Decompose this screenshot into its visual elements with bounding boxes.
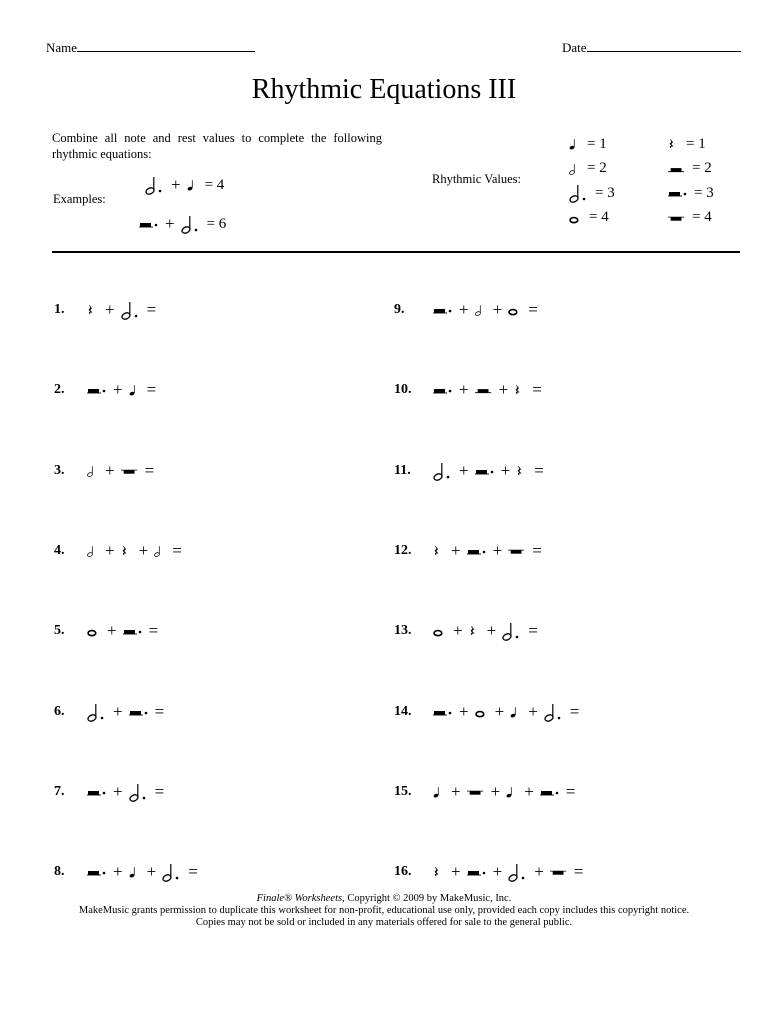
equals-sign: = [532,540,542,560]
equals-sign: = [528,300,538,319]
equals-sign: = [534,460,544,480]
problem-number: 8. [54,864,65,880]
whole-note-icon [433,621,447,641]
plus-sign: + [171,175,181,194]
whole-note-icon [87,621,101,641]
example-equation-2 [136,214,226,234]
rhythmic-value-row [665,181,714,206]
quarter-rest-icon [514,380,526,400]
page-title: Rhythmic Equations III [251,74,517,105]
footer-brand: Finale® Worksheets [256,893,343,904]
dotted-half-rest-icon [129,702,149,722]
whole-note-icon [569,208,583,228]
quarter-note-icon [129,862,141,882]
plus-sign: + [534,862,544,882]
whole-rest-icon [550,862,568,882]
half-note-icon [87,541,99,561]
half-rest-icon [668,159,686,179]
example-result: = 4 [204,176,225,193]
problem-number: 7. [54,783,65,799]
problem-1 [54,300,159,320]
quarter-note-icon [569,134,581,154]
plus-sign: + [459,701,469,721]
rhythmic-value: = 1 [686,135,706,152]
dotted-half-rest-icon [467,541,487,561]
rhythmic-values-notes [566,132,615,230]
equals-sign: = [154,781,165,801]
equals-sign: = [146,300,157,319]
dotted-half-rest-icon [433,702,453,722]
footer-copyright: , Copyright © 2009 by MakeMusic, Inc. [342,893,512,904]
quarter-rest-icon [433,541,445,561]
rhythmic-value-row [665,157,714,182]
dotted-half-note-icon [502,621,522,641]
dotted-half-rest-icon [87,380,107,400]
whole-rest-icon [121,461,139,481]
quarter-rest-icon [668,134,680,154]
plus-sign: + [459,300,469,319]
problem-7 [54,782,167,802]
problem-number: 4. [54,542,65,558]
quarter-note-icon [129,380,141,400]
plus-sign: + [451,781,461,801]
quarter-rest-icon [469,621,481,641]
plus-sign: + [165,214,175,233]
rhythmic-value: = 3 [694,184,714,201]
plus-sign: + [490,781,501,801]
half-note-icon [475,300,487,320]
problem-12 [394,541,545,561]
half-note-icon [154,541,166,561]
dotted-half-rest-icon [139,214,159,234]
whole-note-icon [475,702,489,722]
problem-number: 1. [54,302,65,317]
dotted-half-rest-icon [475,461,495,481]
dotted-half-rest-icon [433,380,453,400]
rhythmic-value: = 4 [692,209,712,226]
footer-line-1 [0,893,768,905]
example-equation-1 [142,175,224,195]
rhythmic-value-row [665,132,714,157]
quarter-rest-icon [516,461,528,481]
rhythmic-value-row [566,157,615,182]
plus-sign: + [486,621,497,641]
rhythmic-value-row [665,206,714,231]
dotted-half-rest-icon [87,782,107,802]
equals-sign: = [565,781,576,801]
plus-sign: + [492,540,503,560]
rhythmic-value-row [566,132,615,157]
equals-sign: = [148,621,159,641]
dotted-half-rest-icon [540,782,560,802]
problem-5 [54,621,161,641]
half-note-icon [87,461,99,481]
rhythmic-values-rests [665,132,714,230]
dotted-half-note-icon [544,702,564,722]
problem-number: 10. [394,382,412,398]
plus-sign: + [498,380,509,400]
plus-sign: + [459,380,469,400]
problem-number: 15. [394,783,412,799]
whole-note-icon [508,300,522,320]
whole-rest-icon [467,782,485,802]
name-field[interactable] [46,38,255,56]
equals-sign: = [528,621,538,641]
dotted-half-rest-icon [433,300,453,320]
plus-sign: + [492,300,503,319]
rhythmic-values-label: Rhythmic Values: [432,172,522,186]
examples-label: Examples: [53,192,106,206]
plus-sign: + [113,380,123,400]
instructions: Combine all note and rest values to complete the following rhythmic equations: [52,131,382,161]
problem-number: 2. [54,382,65,398]
dotted-half-note-icon [162,862,182,882]
rhythmic-value-row [566,181,615,206]
plus-sign: + [113,781,123,801]
plus-sign: + [451,862,461,882]
problem-10 [394,380,545,400]
equals-sign: = [172,540,182,560]
rhythmic-value-row [566,206,615,231]
dotted-half-note-icon [87,702,107,722]
problem-6 [54,702,167,722]
example-result: = 6 [206,215,227,232]
rhythmic-value: = 2 [587,160,607,177]
problem-number: 16. [394,864,412,880]
rhythmic-value: = 4 [589,209,609,226]
plus-sign: + [459,460,469,480]
problem-15 [394,782,578,802]
problem-3 [54,461,157,481]
plus-sign: + [105,540,115,560]
problem-16 [394,862,586,882]
quarter-rest-icon [87,300,99,320]
problem-11 [394,461,547,481]
problem-14 [394,702,582,722]
plus-sign: + [494,701,505,721]
dotted-half-note-icon [145,175,165,195]
dotted-half-note-icon [129,782,149,802]
rhythmic-value: = 3 [595,184,615,201]
plus-sign: + [105,460,115,480]
equals-sign: = [154,701,165,721]
plus-sign: + [138,540,149,560]
plus-sign: + [451,540,461,560]
dotted-half-note-icon [433,461,453,481]
dotted-half-note-icon [508,862,528,882]
equals-sign: = [573,862,584,882]
dotted-half-note-icon [181,214,201,234]
equals-sign: = [144,460,155,480]
problem-4 [54,541,185,561]
plus-sign: + [453,621,463,641]
dotted-half-rest-icon [668,183,688,203]
plus-sign: + [524,781,534,801]
problem-8 [54,862,201,882]
plus-sign: + [105,300,115,319]
problem-number: 6. [54,703,65,719]
footer-line-3: Copies may not be sold or included in any materials offered for sale to the general public. [195,917,573,928]
problem-13 [394,621,541,641]
equals-sign: = [146,380,157,400]
rhythmic-value: = 2 [692,160,712,177]
date-field[interactable] [562,38,741,56]
footer-line-2: MakeMusic grants permission to duplicate this worksheet for non-profit, educational use only, provided each copy includes this copyright notice. [78,905,690,916]
problem-9 [394,300,541,320]
plus-sign: + [113,862,123,882]
date-line[interactable] [587,38,741,52]
problem-number: 11. [394,462,411,478]
dotted-half-rest-icon [87,862,107,882]
quarter-note-icon [510,702,522,722]
dotted-half-rest-icon [123,621,143,641]
half-note-icon [569,159,581,179]
problem-number: 9. [394,302,405,317]
dotted-half-note-icon [569,183,589,203]
equals-sign: = [532,380,542,400]
plus-sign: + [528,701,538,721]
problem-number: 14. [394,703,412,719]
quarter-note-icon [506,782,518,802]
name-label: Name [46,40,78,55]
equals-sign: = [569,701,580,721]
dotted-half-rest-icon [467,862,487,882]
problem-number: 5. [54,623,65,639]
problem-number: 3. [54,462,65,478]
whole-rest-icon [668,208,686,228]
copyright-footer [0,893,768,929]
problem-2 [54,380,159,400]
plus-sign: + [492,862,503,882]
quarter-note-icon [187,175,199,195]
problem-number: 12. [394,542,412,558]
equals-sign: = [188,862,198,882]
name-line[interactable] [77,38,255,52]
rhythmic-value: = 1 [587,135,607,152]
whole-rest-icon [508,541,526,561]
divider [52,251,740,253]
quarter-rest-icon [433,862,445,882]
half-rest-icon [475,380,493,400]
plus-sign: + [500,460,511,480]
dotted-half-note-icon [121,300,141,320]
plus-sign: + [146,862,157,882]
quarter-note-icon [433,782,445,802]
problem-number: 13. [394,623,412,639]
plus-sign: + [113,701,123,721]
plus-sign: + [107,621,117,641]
date-label: Date [562,40,587,55]
quarter-rest-icon [121,541,133,561]
